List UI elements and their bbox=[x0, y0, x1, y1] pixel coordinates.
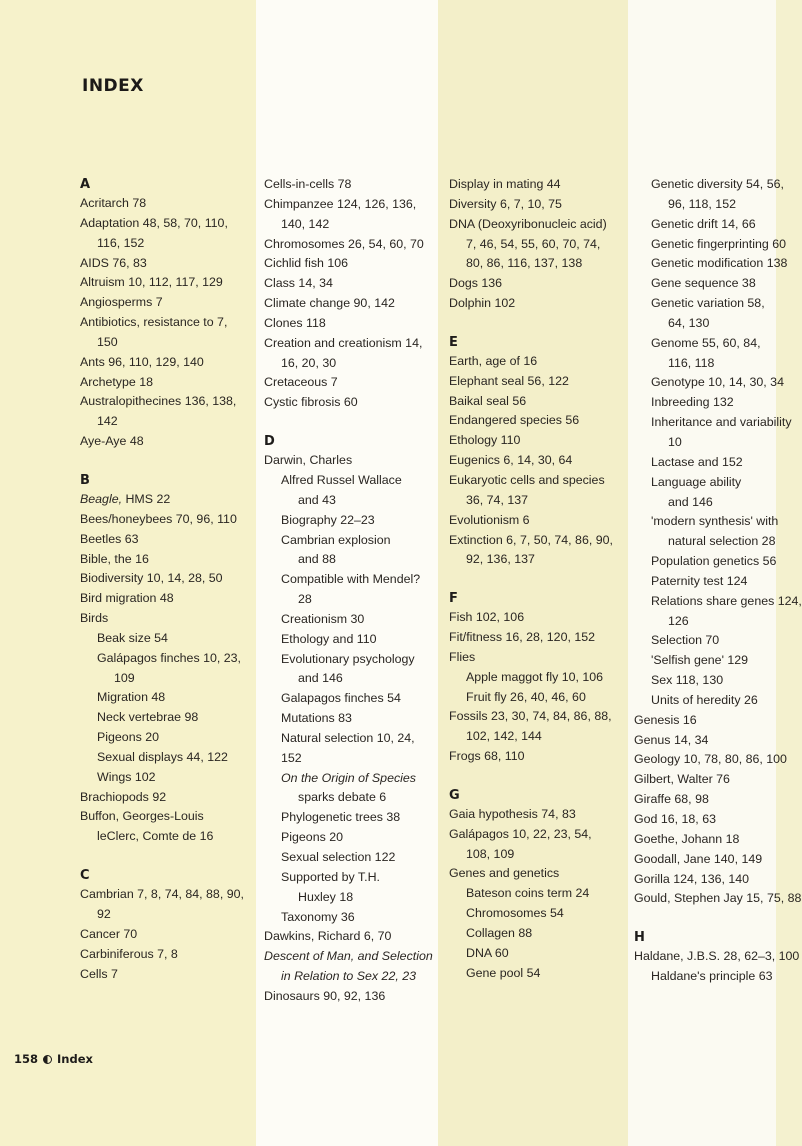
index-entry-text: Mutations 83 bbox=[281, 711, 352, 726]
index-subentry bbox=[634, 175, 784, 215]
index-entry bbox=[264, 254, 436, 274]
index-entry-continuation: sparks debate 6 bbox=[298, 790, 387, 805]
index-entry bbox=[264, 294, 436, 314]
index-entry-text: Language ability bbox=[651, 474, 742, 489]
index-entry-text: Class 14, 34 bbox=[264, 276, 333, 291]
index-entry-text: Galápagos 10, 22, 23, 54, bbox=[449, 826, 592, 841]
index-entry-text: Evolutionary psychology bbox=[281, 651, 415, 666]
index-entry bbox=[80, 530, 252, 550]
index-column-2 bbox=[264, 175, 436, 1007]
index-letter-heading: C bbox=[80, 868, 90, 884]
index-entry-text: Ethology and 110 bbox=[281, 631, 377, 646]
index-entry-text: Ethology 110 bbox=[449, 433, 521, 448]
index-subentry bbox=[634, 592, 802, 632]
index-subentry bbox=[634, 393, 776, 413]
index-entry bbox=[80, 965, 252, 985]
index-entry-text: Chromosomes 54 bbox=[466, 906, 564, 921]
index-entry-continuation: 96, 118, 152 bbox=[668, 196, 736, 211]
index-entry bbox=[264, 987, 436, 1007]
index-entry bbox=[449, 392, 625, 412]
index-entry-text: Australopithecines 136, 138, bbox=[80, 394, 237, 409]
index-entry-text: DNA 60 bbox=[466, 945, 509, 960]
index-entry-text: Lactase and 152 bbox=[651, 454, 743, 469]
index-entry-text: Gaia hypothesis 74, 83 bbox=[449, 806, 576, 821]
index-entry bbox=[80, 392, 252, 432]
index-entry bbox=[80, 589, 252, 609]
index-entry bbox=[80, 510, 252, 530]
index-column-3 bbox=[449, 175, 625, 984]
index-entry-text: Population genetics 56 bbox=[651, 554, 777, 569]
index-entry bbox=[449, 195, 625, 215]
index-entry bbox=[80, 490, 252, 510]
index-entry-text: Gilbert, Walter 76 bbox=[634, 772, 730, 787]
index-subentry bbox=[264, 769, 436, 809]
index-letter-heading: E bbox=[449, 334, 458, 350]
index-entry bbox=[449, 215, 625, 255]
index-entry-continuation: 116, 152 bbox=[97, 235, 145, 250]
index-entry-text: Birds bbox=[80, 611, 109, 626]
index-entry bbox=[449, 628, 625, 648]
index-entry bbox=[80, 925, 252, 945]
index-entry-text: Gene sequence 38 bbox=[651, 276, 756, 291]
index-entry-continuation: 64, 130 bbox=[668, 315, 710, 330]
index-subentry bbox=[634, 552, 776, 572]
index-subentry bbox=[449, 688, 625, 708]
index-entry-text: Apple maggot fly 10, 106 bbox=[466, 669, 604, 684]
index-subentry bbox=[80, 649, 252, 689]
index-entry-text: Eukaryotic cells and species bbox=[449, 472, 605, 487]
index-entry-text: Genus 14, 34 bbox=[634, 732, 709, 747]
index-entry-text: Sex 118, 130 bbox=[651, 673, 724, 688]
index-entry-text: Fruit fly 26, 40, 46, 60 bbox=[466, 689, 586, 704]
page-footer bbox=[14, 1052, 93, 1066]
index-entry-text: Flies bbox=[449, 649, 476, 664]
index-entry bbox=[449, 352, 625, 372]
index-entry-text: Alfred Russel Wallace bbox=[281, 472, 402, 487]
index-entry-text: Pigeons 20 bbox=[281, 830, 344, 845]
index-entry-text: Gorilla 124, 136, 140 bbox=[634, 871, 750, 886]
index-entry bbox=[449, 471, 625, 511]
index-entry-text: Biodiversity 10, 14, 28, 50 bbox=[80, 571, 223, 586]
index-entry bbox=[449, 608, 625, 628]
index-entry bbox=[264, 314, 436, 334]
index-entry-text: Extinction 6, 7, 50, 74, 86, 90, bbox=[449, 532, 613, 547]
index-entry-text: Genetic diversity 54, 56, bbox=[651, 177, 784, 191]
index-entry bbox=[449, 511, 625, 531]
index-entry-continuation: and 146 bbox=[298, 671, 343, 686]
index-entry-text: Genesis 16 bbox=[634, 712, 697, 727]
index-entry-text: 'Selfish gene' 129 bbox=[651, 653, 749, 668]
index-entry-text: Cambrian explosion bbox=[281, 532, 391, 547]
index-entry bbox=[449, 531, 625, 571]
index-entry-text: Paternity test 124 bbox=[651, 573, 748, 588]
index-subentry bbox=[264, 610, 436, 630]
index-entry bbox=[449, 431, 625, 451]
index-entry-text: Buffon, Georges-Louis bbox=[80, 809, 204, 824]
index-entry bbox=[264, 451, 436, 471]
index-entry bbox=[634, 889, 802, 909]
index-entry bbox=[449, 864, 625, 884]
index-entry-text: Altruism 10, 112, 117, 129 bbox=[80, 275, 223, 290]
index-subentry bbox=[634, 274, 776, 294]
index-entry-text: Pigeons 20 bbox=[97, 730, 160, 745]
index-subentry bbox=[449, 254, 625, 274]
index-entry-text: Darwin, Charles bbox=[264, 453, 353, 468]
index-entry-text: Phylogenetic trees 38 bbox=[281, 810, 401, 825]
index-subentry bbox=[634, 373, 784, 393]
index-entry-text: Haldane, J.B.S. 28, 62–3, 100 bbox=[634, 949, 800, 964]
index-entry-text: HMS 22 bbox=[125, 491, 171, 506]
index-subentry bbox=[634, 254, 788, 274]
index-entry-text: Genetic fingerprinting 60 bbox=[651, 236, 787, 251]
index-entry-text: Diversity 6, 7, 10, 75 bbox=[449, 196, 562, 211]
index-entry-continuation: 109 bbox=[114, 670, 135, 685]
index-entry-text: Cichlid fish 106 bbox=[264, 256, 349, 271]
index-letter-heading: F bbox=[449, 591, 458, 607]
index-entry-text: Natural selection 10, 24, 152 bbox=[281, 730, 415, 765]
index-entry-continuation: 16, 20, 30 bbox=[281, 355, 337, 370]
index-entry bbox=[80, 885, 252, 925]
index-entry-continuation: 92 bbox=[97, 907, 111, 921]
index-entry bbox=[264, 334, 436, 374]
index-entry-text: Geology 10, 78, 80, 86, 100 bbox=[634, 752, 787, 767]
index-subentry bbox=[264, 511, 436, 531]
index-letter-heading: G bbox=[449, 787, 460, 803]
index-entry bbox=[264, 373, 436, 393]
index-entry-text: Creation and creationism 14, bbox=[264, 335, 423, 350]
index-entry bbox=[80, 254, 252, 274]
index-entry-text: Galápagos finches 10, 23, bbox=[97, 650, 241, 665]
index-entry-text: Dinosaurs 90, 92, 136 bbox=[264, 988, 386, 1003]
index-entry bbox=[264, 274, 436, 294]
index-entry bbox=[80, 313, 252, 353]
index-entry-text: Bible, the 16 bbox=[80, 551, 149, 566]
index-entry-continuation: in Relation to Sex 22, 23 bbox=[281, 969, 417, 984]
index-entry bbox=[80, 550, 252, 570]
index-entry-text: Chromosomes 26, 54, 60, 70 bbox=[264, 236, 424, 251]
index-entry-continuation: leClerc, Comte de 16 bbox=[97, 829, 214, 844]
index-entry bbox=[80, 214, 252, 254]
index-entry-text: Fish 102, 106 bbox=[449, 610, 525, 625]
index-subentry bbox=[80, 629, 252, 649]
index-entry-text: Display in mating 44 bbox=[449, 177, 561, 191]
index-letter-heading: D bbox=[264, 434, 275, 450]
index-entry-text: Compatible with Mendel? bbox=[281, 572, 421, 587]
index-entry-continuation: and 146 bbox=[668, 494, 713, 509]
index-entry-text: God 16, 18, 63 bbox=[634, 812, 716, 826]
index-entry-text: Goethe, Johann 18 bbox=[634, 831, 740, 846]
index-entry bbox=[449, 747, 625, 767]
index-entry-text: Beetles 63 bbox=[80, 531, 139, 546]
index-entry-text: Genetic variation 58, bbox=[651, 296, 765, 311]
index-entry bbox=[80, 194, 252, 214]
index-entry-text: Taxonomy 36 bbox=[281, 909, 355, 924]
index-entry-text: Descent of Man, and Selection bbox=[264, 949, 433, 964]
index-entry bbox=[264, 927, 436, 947]
index-entry-text: Sexual selection 122 bbox=[281, 850, 396, 864]
index-entry-text: Earth, age of 16 bbox=[449, 353, 538, 368]
index-letter-heading: B bbox=[80, 472, 90, 488]
index-subentry bbox=[634, 453, 776, 473]
half-circle-icon bbox=[43, 1055, 52, 1064]
index-subentry bbox=[634, 572, 776, 592]
index-entry bbox=[80, 293, 252, 313]
index-subentry bbox=[634, 967, 776, 987]
index-subentry bbox=[634, 512, 779, 552]
index-entry-text: Bees/honeybees 70, 96, 110 bbox=[80, 511, 237, 526]
index-entry-continuation: 150 bbox=[97, 334, 118, 349]
index-entry bbox=[449, 372, 625, 392]
index-entry-text: Genetic modification 138 bbox=[651, 256, 788, 271]
index-entry-text: Eugenics 6, 14, 30, 64 bbox=[449, 453, 573, 468]
index-entry-continuation: 108, 109 bbox=[466, 846, 515, 861]
index-entry-text: Antibiotics, resistance to 7, bbox=[80, 315, 228, 330]
index-entry bbox=[80, 353, 252, 373]
index-entry-text: Cretaceous 7 bbox=[264, 375, 338, 390]
index-entry bbox=[80, 609, 252, 629]
index-entry bbox=[449, 294, 625, 314]
index-entry-text: Genotype 10, 14, 30, 34 bbox=[651, 375, 784, 390]
index-subentry bbox=[449, 924, 625, 944]
index-entry-continuation: 7, 46, 54, 55, 60, 70, 74, bbox=[466, 236, 601, 251]
index-entry-text: Fit/fitness 16, 28, 120, 152 bbox=[449, 630, 596, 645]
index-entry-text: Cancer 70 bbox=[80, 926, 138, 941]
index-subentry bbox=[634, 651, 776, 671]
index-subentry bbox=[80, 768, 252, 788]
index-entry-text: Supported by T.H. bbox=[281, 869, 380, 884]
index-entry bbox=[449, 175, 625, 195]
index-entry-text: Migration 48 bbox=[97, 690, 166, 705]
index-entry-text: Dawkins, Richard 6, 70 bbox=[264, 929, 392, 944]
index-subentry bbox=[80, 708, 252, 728]
index-entry-text: Gene pool 54 bbox=[466, 965, 541, 980]
index-entry-continuation: and 88 bbox=[298, 552, 336, 567]
index-entry-text: Clones 118 bbox=[264, 315, 326, 330]
index-entry-continuation: 126 bbox=[668, 613, 689, 628]
index-entry-continuation: 28 bbox=[298, 592, 312, 607]
index-subentry bbox=[449, 964, 625, 984]
index-entry bbox=[264, 175, 436, 195]
index-subentry bbox=[634, 294, 776, 334]
index-subentry bbox=[264, 709, 436, 729]
index-entry bbox=[80, 945, 252, 965]
index-entry-text: Brachiopods 92 bbox=[80, 789, 167, 804]
index-subentry bbox=[264, 848, 436, 868]
index-entry-text: Dolphin 102 bbox=[449, 296, 516, 311]
index-entry-text: Biography 22–23 bbox=[281, 512, 375, 527]
index-entry bbox=[449, 648, 625, 668]
index-subentry bbox=[264, 868, 436, 908]
index-entry bbox=[80, 432, 252, 452]
index-entry bbox=[264, 947, 436, 987]
index-entry-continuation: 36, 74, 137 bbox=[466, 492, 529, 507]
index-subentry bbox=[264, 729, 436, 769]
index-entry-text: Archetype 18 bbox=[80, 374, 154, 389]
index-entry-text: Sexual displays 44, 122 bbox=[97, 749, 228, 764]
index-entry-text: Dogs 136 bbox=[449, 276, 503, 291]
index-entry-text: Acritarch 78 bbox=[80, 196, 147, 210]
index-subentry bbox=[634, 473, 776, 513]
index-entry bbox=[264, 195, 436, 235]
index-entry bbox=[449, 451, 625, 471]
index-entry-text: Bird migration 48 bbox=[80, 591, 174, 606]
index-subentry bbox=[264, 650, 436, 690]
index-entry-text: Giraffe 68, 98 bbox=[634, 792, 709, 807]
index-entry-italic-prefix: Beagle, bbox=[80, 491, 123, 506]
index-entry bbox=[80, 569, 252, 589]
index-entry-text: Beak size 54 bbox=[97, 630, 168, 645]
index-entry-text: Goodall, Jane 140, 149 bbox=[634, 851, 763, 866]
footer-section-label: Index bbox=[57, 1052, 93, 1066]
index-entry-text: Cambrian 7, 8, 74, 84, 88, 90, bbox=[80, 887, 244, 902]
index-subentry bbox=[449, 668, 625, 688]
index-entry-text: Evolutionism 6 bbox=[449, 512, 530, 527]
index-entry-text: 'modern synthesis' with bbox=[651, 514, 779, 529]
index-entry-text: On the Origin of Species bbox=[281, 770, 416, 785]
index-entry-continuation: 92, 136, 137 bbox=[466, 552, 535, 567]
index-entry-text: Units of heredity 26 bbox=[651, 692, 758, 707]
index-entry-text: Elephant seal 56, 122 bbox=[449, 373, 569, 388]
index-subentry bbox=[264, 531, 436, 571]
index-entry-text: DNA (Deoxyribonucleic acid) bbox=[449, 216, 607, 231]
index-entry-text: Gould, Stephen Jay 15, 75, 88 bbox=[634, 891, 802, 906]
index-entry bbox=[449, 805, 625, 825]
index-entry bbox=[80, 807, 252, 847]
index-column-4 bbox=[634, 175, 802, 987]
index-entry bbox=[634, 711, 776, 731]
index-entry-text: Climate change 90, 142 bbox=[264, 296, 395, 311]
index-entry bbox=[80, 373, 252, 393]
index-column-1 bbox=[80, 175, 252, 984]
index-entry bbox=[80, 273, 252, 293]
index-entry-continuation: 116, 118 bbox=[668, 355, 715, 370]
index-entry bbox=[634, 731, 776, 751]
index-entry-text: Frogs 68, 110 bbox=[449, 749, 525, 764]
index-entry-continuation: 142 bbox=[97, 414, 118, 429]
index-subentry bbox=[449, 904, 625, 924]
index-entry-text: 80, 86, 116, 137, 138 bbox=[466, 256, 583, 271]
index-entry-text: Wings 102 bbox=[97, 769, 156, 784]
index-subentry bbox=[634, 691, 776, 711]
index-entry-text: Bateson coins term 24 bbox=[466, 886, 590, 901]
index-entry-continuation: 140, 142 bbox=[281, 216, 330, 231]
index-subentry bbox=[264, 471, 436, 511]
page-number: 158 bbox=[14, 1052, 39, 1066]
index-entry-text: Angiosperms 7 bbox=[80, 295, 163, 310]
index-entry bbox=[449, 274, 625, 294]
index-entry bbox=[634, 870, 776, 890]
index-entry bbox=[634, 850, 776, 870]
index-entry-text: Cells-in-cells 78 bbox=[264, 177, 352, 191]
index-subentry bbox=[634, 671, 776, 691]
index-letter-heading: A bbox=[80, 177, 91, 192]
index-entry-text: Collagen 88 bbox=[466, 926, 533, 940]
index-subentry bbox=[80, 748, 252, 768]
index-entry-text: Fossils 23, 30, 74, 84, 86, 88, bbox=[449, 709, 612, 724]
index-entry-text: Inbreeding 132 bbox=[651, 395, 734, 410]
index-entry-continuation: 10 bbox=[668, 434, 682, 449]
index-entry-continuation: 102, 142, 144 bbox=[466, 729, 542, 744]
index-entry bbox=[634, 810, 776, 830]
index-entry-continuation: and 43 bbox=[298, 492, 336, 507]
index-subentry bbox=[264, 689, 436, 709]
index-entry-text: Carbiniferous 7, 8 bbox=[80, 946, 178, 961]
index-entry bbox=[80, 788, 252, 808]
index-subentry bbox=[449, 884, 625, 904]
index-entry bbox=[634, 790, 776, 810]
index-entry-continuation: natural selection 28 bbox=[668, 534, 776, 549]
index-entry-text: Baikal seal 56 bbox=[449, 393, 527, 408]
index-entry-text: Genes and genetics bbox=[449, 866, 560, 881]
index-entry-continuation: Huxley 18 bbox=[298, 889, 354, 904]
index-entry-text: Selection 70 bbox=[651, 633, 720, 648]
index-subentry bbox=[449, 944, 625, 964]
index-entry-text: Aye-Aye 48 bbox=[80, 434, 144, 449]
index-entry-text: AIDS 76, 83 bbox=[80, 255, 147, 270]
index-entry-text: Haldane's principle 63 bbox=[651, 969, 773, 984]
index-entry-text: Chimpanzee 124, 126, 136, bbox=[264, 196, 417, 211]
index-entry bbox=[634, 830, 776, 850]
index-subentry bbox=[634, 215, 776, 235]
index-entry-text: Genetic drift 14, 66 bbox=[651, 216, 756, 231]
index-entry-text: Adaptation 48, 58, 70, 110, bbox=[80, 215, 228, 230]
index-subentry bbox=[634, 235, 787, 255]
index-subentry bbox=[264, 828, 436, 848]
index-subentry bbox=[634, 334, 776, 374]
index-entry-text: Ants 96, 110, 129, 140 bbox=[80, 354, 204, 369]
index-entry bbox=[449, 825, 625, 865]
index-entry bbox=[449, 707, 625, 747]
index-entry bbox=[634, 750, 787, 770]
index-subentry bbox=[264, 808, 436, 828]
index-subentry bbox=[634, 413, 792, 453]
index-entry bbox=[264, 393, 436, 413]
page-title: INDEX bbox=[82, 76, 144, 96]
index-letter-heading: H bbox=[634, 930, 645, 946]
index-entry-text: Cystic fibrosis 60 bbox=[264, 395, 358, 410]
index-subentry bbox=[264, 630, 436, 650]
index-entry bbox=[449, 411, 625, 431]
index-entry-text: Relations share genes 124, bbox=[651, 593, 802, 608]
index-subentry bbox=[80, 728, 252, 748]
index-subentry bbox=[264, 908, 436, 928]
index-entry bbox=[634, 947, 800, 967]
index-entry-text: Galapagos finches 54 bbox=[281, 691, 401, 706]
index-entry bbox=[264, 235, 436, 255]
index-subentry bbox=[80, 688, 252, 708]
index-subentry bbox=[264, 570, 436, 610]
index-entry-text: Genome 55, 60, 84, bbox=[651, 335, 761, 350]
index-entry bbox=[634, 770, 776, 790]
index-entry-text: Creationism 30 bbox=[281, 611, 365, 626]
index-entry-text: Cells 7 bbox=[80, 966, 118, 981]
index-entry-text: Endangered species 56 bbox=[449, 413, 580, 428]
index-subentry bbox=[634, 631, 776, 651]
index-entry-text: Inheritance and variability bbox=[651, 415, 792, 430]
index-entry-text: Neck vertebrae 98 bbox=[97, 710, 199, 725]
